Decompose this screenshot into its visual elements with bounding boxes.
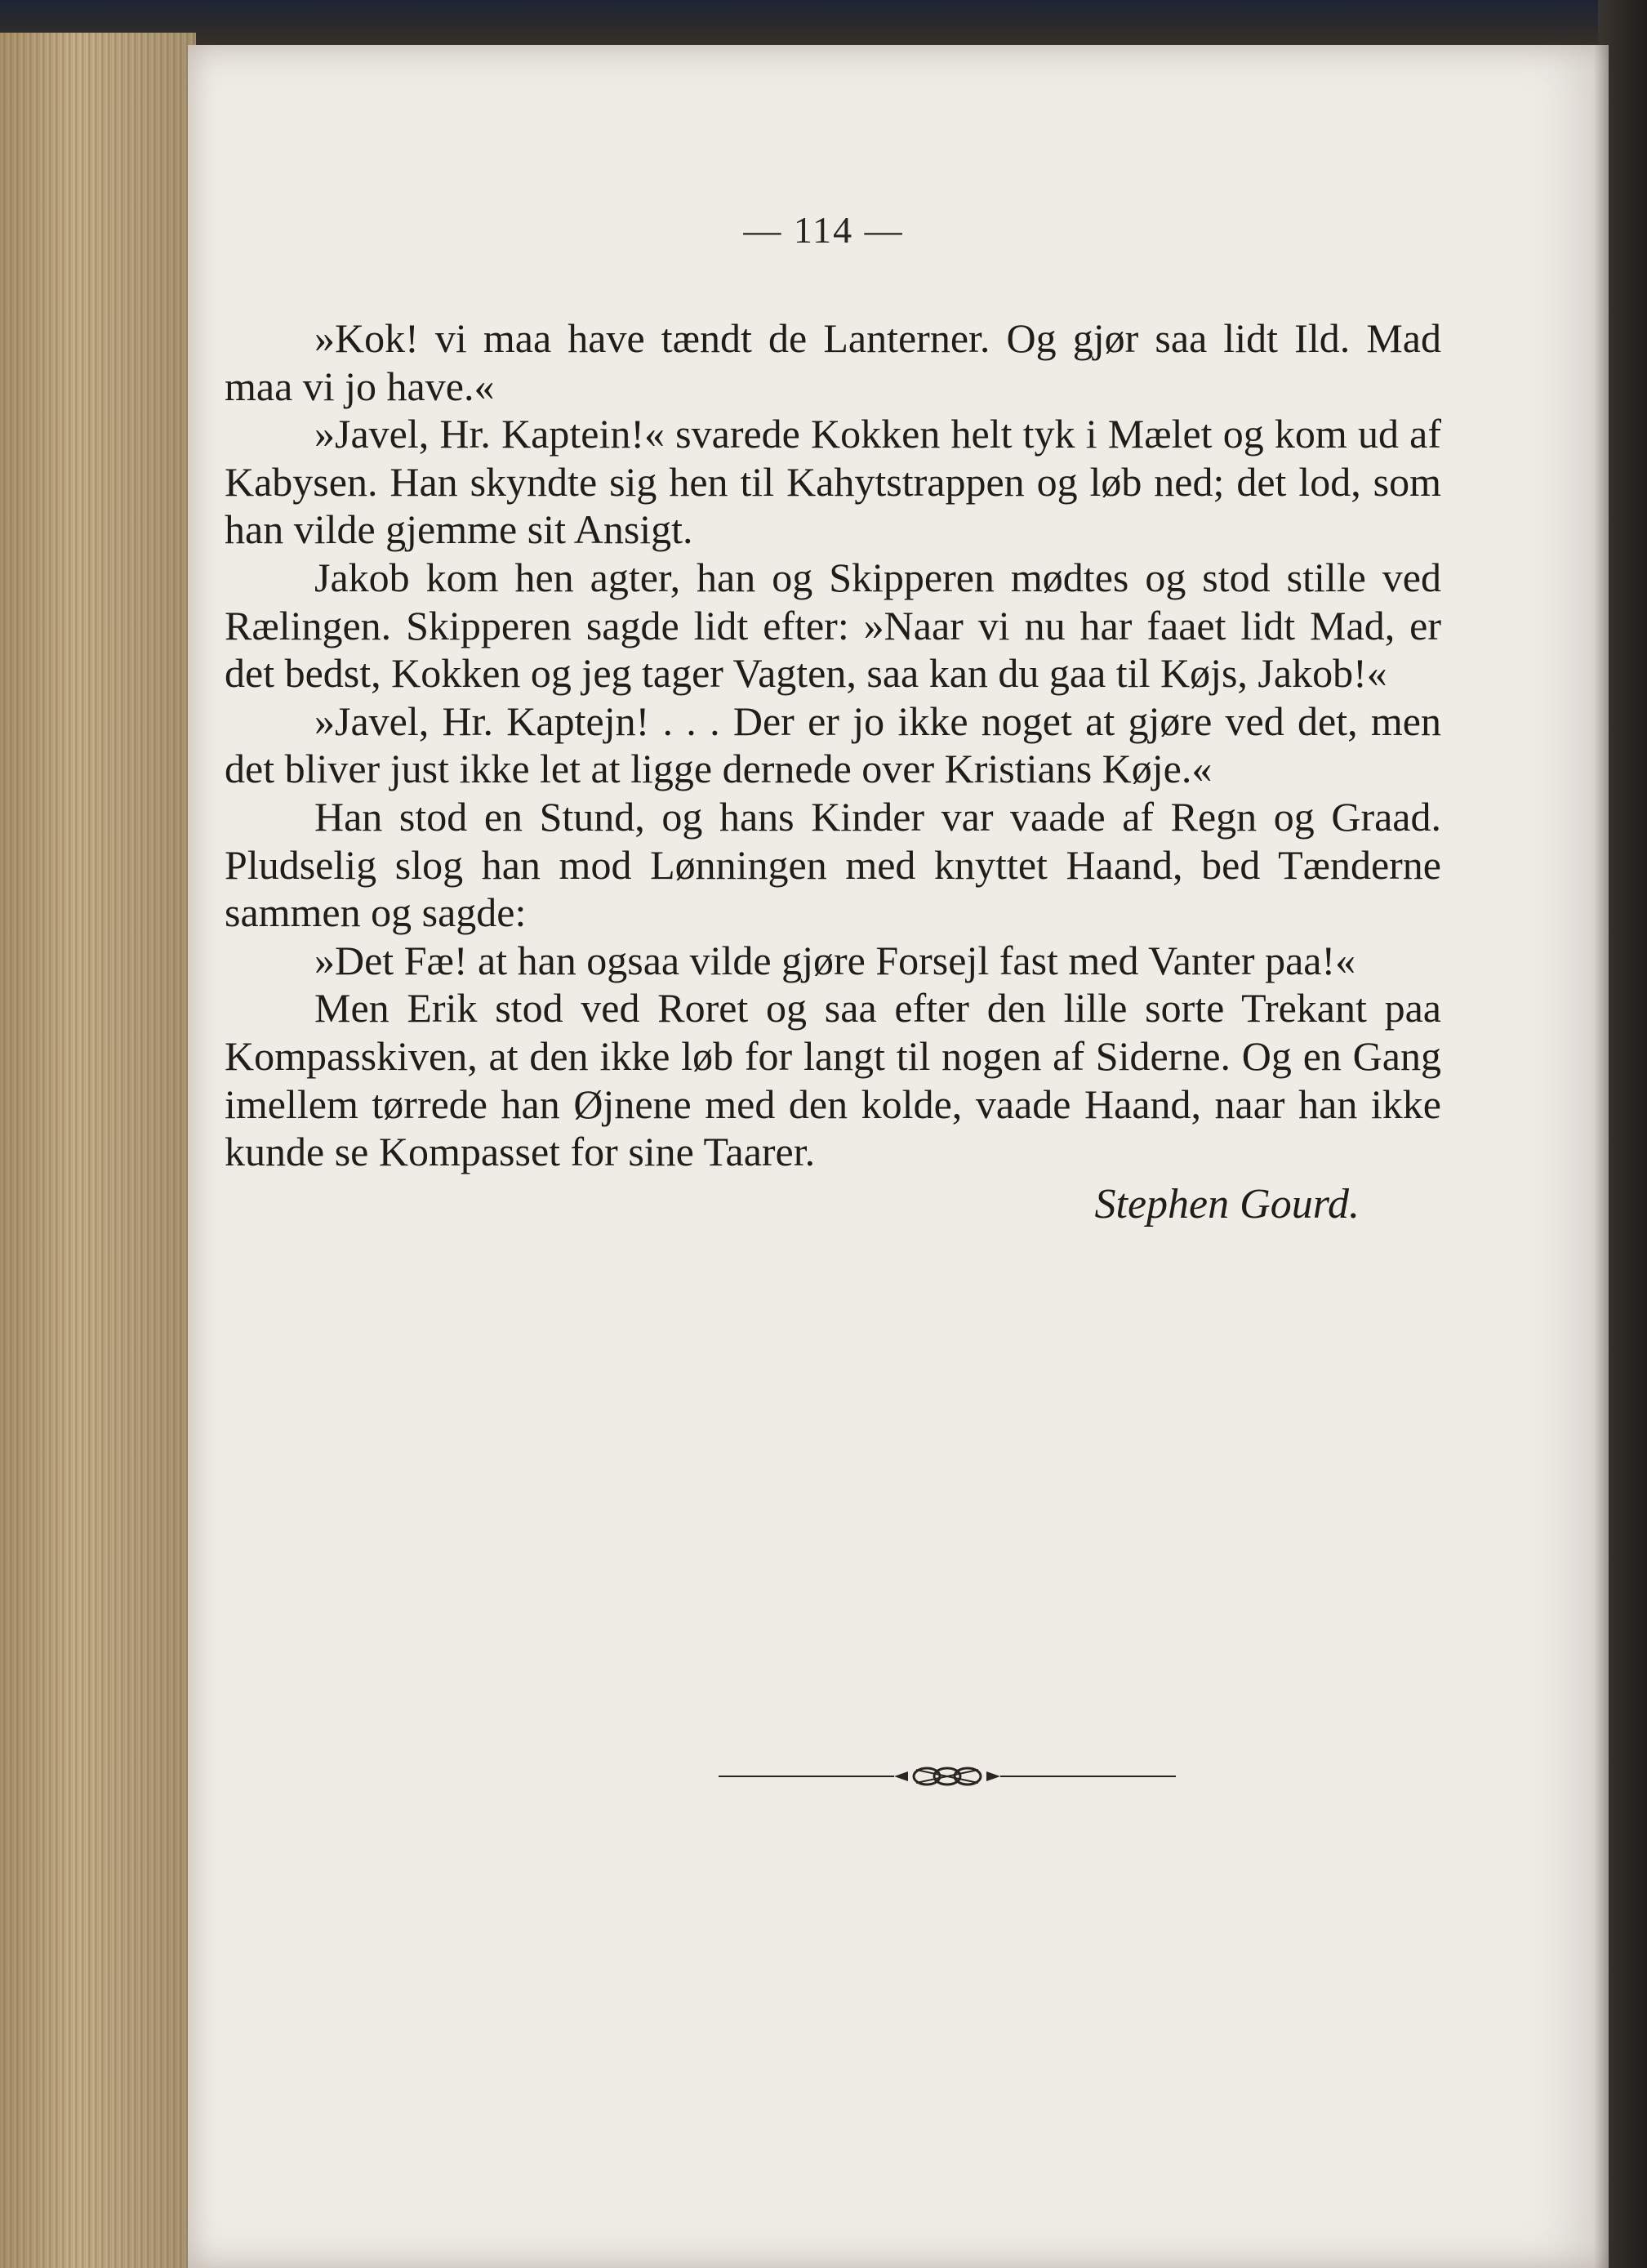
paragraph: »Kok! vi maa have tændt de Lanterner. Og gjør saa lidt Ild. Mad maa vi jo have.«	[225, 315, 1441, 409]
paragraph: Jakob kom hen agter, han og Skipperen mødtes og stod stille ved Rælingen. Skipperen sagde lidt efter: »Naar vi nu har faaet lidt Mad, er det bedst, Kokken og jeg tager Vagten, saa kan du gaa til Køjs, Jakob!«	[225, 554, 1441, 697]
paragraph: »Det Fæ! at han ogsaa vilde gjøre Forsejl fast med Vanter paa!«	[314, 937, 1356, 983]
paragraph: »Javel, Hr. Kaptein!« svarede Kokken helt tyk i Mælet og kom ud af Kabysen. Han skyndte sig hen til Kahytstrappen og løb ned; det lod, som han vilde gjemme sit Ansigt.	[225, 411, 1441, 553]
book-cover-top	[0, 0, 1647, 49]
page-gutter-shadow	[1594, 45, 1609, 2268]
author-signature: Stephen Gourd.	[1094, 1180, 1360, 1228]
paragraph: »Javel, Hr. Kaptejn! . . . Der er jo ikke noget at gjøre ved det, men det bliver just ikke let at ligge dernede over Kristians Køje.«	[225, 697, 1441, 792]
paragraph: Han stod en Stund, og hans Kinder var vaade af Regn og Graad. Pludselig slog han mod Lønningen med knyttet Haand, bed Tænderne sammen og sagde:	[225, 793, 1441, 936]
page-number: — 114 —	[743, 209, 904, 251]
paragraph: Men Erik stod ved Roret og saa efter den lille sorte Trekant paa Kompasskiven, at den ikke løb for langt til nogen af Siderne. Og en Gang imellem tørrede han Øjnene med den kolde, vaade Haand, naar han ikke kunde se Kompasset for sine Taarer.	[225, 985, 1441, 1175]
story-text	[225, 314, 1441, 1230]
book-page-edges	[0, 33, 196, 2268]
end-ornament-icon	[719, 1760, 1176, 1793]
